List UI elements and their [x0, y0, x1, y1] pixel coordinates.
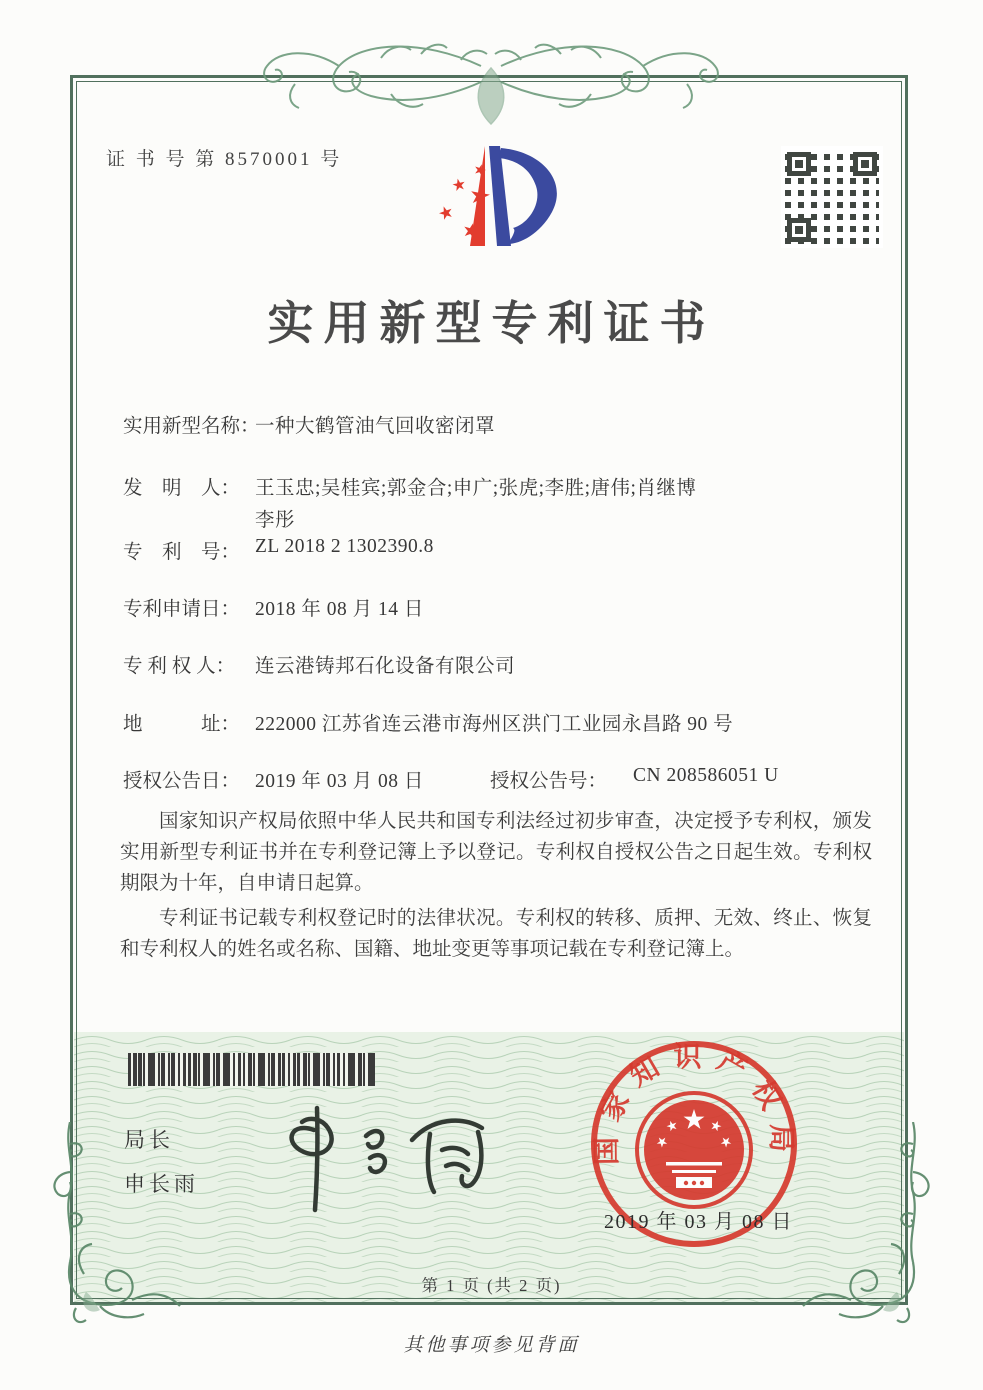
field-label: 实用新型名称：: [123, 416, 260, 437]
field-label: 授权公告日：: [123, 771, 241, 792]
page-number: 第 1 页 (共 2 页): [421, 1276, 562, 1295]
qr-finder-top-left: [787, 152, 811, 176]
field-value: 222000 江苏省连云港市海州区洪门工业园永昌路 90 号: [255, 714, 734, 735]
field-value: CN 208586051 U: [633, 765, 779, 786]
director-title-label: 局长: [124, 1128, 174, 1152]
field-value: 一种大鹤管油气回收密闭罩: [255, 416, 496, 437]
certificate-number: 证 书 号 第 8570001 号: [106, 149, 343, 170]
field-value: 2018 年 08 月 14 日: [255, 599, 424, 620]
certificate-title: 实用新型专利证书: [267, 298, 716, 349]
cnipa-patent-logo-icon: [418, 134, 578, 268]
director-signature-icon: [262, 1088, 502, 1223]
field-value: 王玉忠;吴桂宾;郭金合;申广;张虎;李胜;唐伟;肖继博: [255, 478, 697, 499]
field-label: 地 址：: [123, 714, 241, 735]
back-side-note: 其他事项参见背面: [403, 1335, 580, 1356]
field-value: ZL 2018 2 1302390.8: [255, 536, 434, 557]
barcode: [128, 1053, 375, 1086]
seal-org-name: 国家知识产权局: [591, 1041, 797, 1166]
legal-text-block: [120, 806, 872, 969]
legal-paragraph-1: 国家知识产权局依照中华人民共和国专利法经过初步审查，决定授予专利权，颁发实用新型专利证书并在专利登记簿上予以登记。专利权自授权公告之日起生效。专利权期限为十年，自申请日起算。: [120, 811, 872, 894]
field-label: 专 利 权 人：: [123, 656, 236, 677]
field-label: 专 利 号：: [123, 542, 241, 563]
field-label: 专利申请日：: [123, 599, 241, 620]
qr-finder-bottom-left: [787, 218, 811, 242]
qr-code: [781, 146, 883, 248]
field-value: 李彤: [255, 510, 296, 531]
seal-national-emblem-icon: [637, 1093, 751, 1207]
legal-paragraph-2: 专利证书记载专利权登记时的法律状况。专利权的转移、质押、无效、终止、恢复和专利权人的姓名或名称、国籍、地址变更等事项记载在专利登记簿上。: [120, 908, 872, 960]
seal-date: 2019 年 03 月 08 日: [604, 1211, 793, 1233]
field-value: 2019 年 03 月 08 日: [255, 771, 424, 792]
field-label: 授权公告号：: [490, 771, 608, 792]
qr-finder-top-right: [853, 152, 877, 176]
director-name: 申长雨: [124, 1172, 199, 1196]
field-value: 连云港铸邦石化设备有限公司: [255, 656, 516, 677]
field-label: 发 明 人：: [123, 478, 241, 499]
